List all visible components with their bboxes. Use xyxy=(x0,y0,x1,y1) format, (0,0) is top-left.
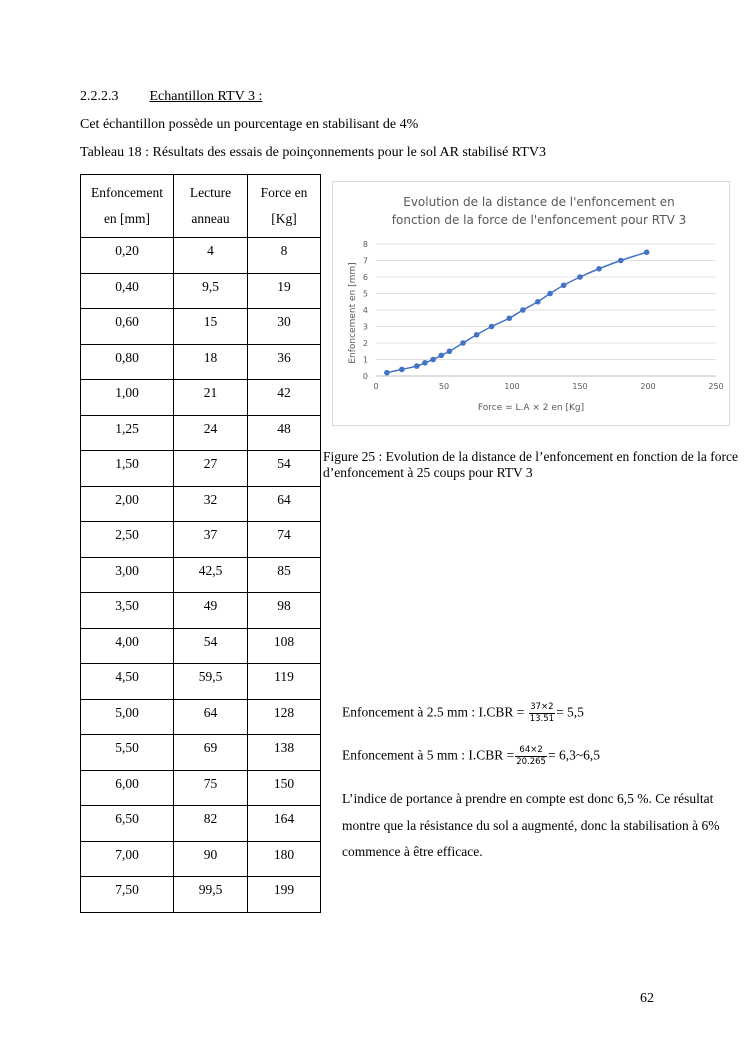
table-row xyxy=(81,451,321,487)
cell-force: 138 xyxy=(248,735,321,771)
data-point xyxy=(399,367,405,373)
header-enfoncement: Enfoncement en [mm] xyxy=(81,175,174,238)
series-line xyxy=(387,252,647,372)
y-tick-label: 1 xyxy=(362,355,368,365)
cell-enfoncement: 7,00 xyxy=(81,841,174,877)
data-point xyxy=(430,357,436,363)
cell-force: 64 xyxy=(248,486,321,522)
cell-enfoncement: 0,80 xyxy=(81,344,174,380)
table-row xyxy=(81,273,321,309)
figure-caption: Figure 25 : Evolution de la distance de l’enfoncement en fonction de la force d’enfoncement à 25 coups pour RTV 3 xyxy=(323,449,738,480)
line-chart xyxy=(333,182,729,425)
cell-lecture: 15 xyxy=(174,309,248,345)
cell-lecture: 64 xyxy=(174,699,248,735)
page-number: 62 xyxy=(640,991,654,1006)
table-row xyxy=(81,664,321,700)
data-point xyxy=(460,340,466,346)
table-row xyxy=(81,628,321,664)
cell-lecture: 42,5 xyxy=(174,557,248,593)
table-row xyxy=(81,806,321,842)
data-point xyxy=(384,370,390,376)
cell-force: 98 xyxy=(248,593,321,629)
y-tick-label: 3 xyxy=(362,322,368,332)
cell-enfoncement: 0,60 xyxy=(81,309,174,345)
x-tick-label: 150 xyxy=(572,382,588,391)
cell-lecture: 75 xyxy=(174,770,248,806)
cell-enfoncement: 2,00 xyxy=(81,486,174,522)
intro-paragraph: Cet échantillon possède un pourcentage en stabilisant de 4% xyxy=(80,117,419,132)
section-heading xyxy=(80,89,262,105)
data-point xyxy=(474,332,480,338)
cell-lecture: 49 xyxy=(174,593,248,629)
y-axis-label: Enfoncement en [mm] xyxy=(348,262,358,364)
formula1-prefix: Enfoncement à 2.5 mm : I.CBR = xyxy=(342,704,528,720)
x-tick-label: 50 xyxy=(438,382,450,391)
y-tick-label: 2 xyxy=(362,339,368,348)
cell-lecture: 99,5 xyxy=(174,877,248,913)
cell-force: 74 xyxy=(248,522,321,558)
data-point xyxy=(561,282,567,288)
x-tick-label: 100 xyxy=(504,382,520,391)
table-row xyxy=(81,238,321,274)
y-tick-label: 8 xyxy=(362,240,368,249)
section-number: 2.2.2.3 xyxy=(80,89,119,104)
data-point xyxy=(547,291,553,297)
cell-enfoncement: 1,50 xyxy=(81,451,174,487)
cell-enfoncement: 1,25 xyxy=(81,415,174,451)
cell-lecture: 90 xyxy=(174,841,248,877)
conclusion-paragraph: L’indice de portance à prendre en compte est donc 6,5 %. Ce résultat montre que la résistance du sol a augmenté, donc la stabilisation à 6% commence à être efficace. xyxy=(342,791,720,859)
table-row xyxy=(81,770,321,806)
data-point xyxy=(618,258,624,264)
cell-lecture: 21 xyxy=(174,380,248,416)
table-row xyxy=(81,415,321,451)
formula2-prefix: Enfoncement à 5 mm : I.CBR = xyxy=(342,747,515,763)
header-lecture: Lecture anneau xyxy=(174,175,248,238)
chart-title-line2: fonction de la force de l'enfoncement pour RTV 3 xyxy=(391,213,687,227)
formula1-numerator: 37×2 xyxy=(530,702,554,712)
formula1-result: = 5,5 xyxy=(556,704,584,720)
table-row xyxy=(81,699,321,735)
formula-cbr-2-5 xyxy=(342,702,584,725)
x-tick-label: 0 xyxy=(373,382,379,391)
cell-force: 180 xyxy=(248,841,321,877)
cell-force: 48 xyxy=(248,415,321,451)
cell-lecture: 32 xyxy=(174,486,248,522)
y-tick-label: 6 xyxy=(362,273,368,282)
table-row xyxy=(81,309,321,345)
cell-lecture: 27 xyxy=(174,451,248,487)
cell-enfoncement: 0,40 xyxy=(81,273,174,309)
table-row xyxy=(81,557,321,593)
cell-lecture: 9,5 xyxy=(174,273,248,309)
cell-force: 164 xyxy=(248,806,321,842)
table-row xyxy=(81,486,321,522)
formula1-denominator: 13.51 xyxy=(529,714,555,724)
x-axis-label: Force = L.A × 2 en [Kg] xyxy=(477,403,585,413)
cell-force: 42 xyxy=(248,380,321,416)
data-point xyxy=(506,315,512,321)
cell-enfoncement: 7,50 xyxy=(81,877,174,913)
table-header-row xyxy=(81,175,321,238)
cell-lecture: 82 xyxy=(174,806,248,842)
cell-enfoncement: 2,50 xyxy=(81,522,174,558)
table-caption: Tableau 18 : Résultats des essais de poinçonnements pour le sol AR stabilisé RTV3 xyxy=(80,145,546,160)
cell-enfoncement: 0,20 xyxy=(81,238,174,274)
cell-lecture: 69 xyxy=(174,735,248,771)
cell-enfoncement: 5,00 xyxy=(81,699,174,735)
cell-force: 8 xyxy=(248,238,321,274)
cell-enfoncement: 3,50 xyxy=(81,593,174,629)
data-point xyxy=(577,274,583,280)
y-tick-label: 5 xyxy=(362,289,368,299)
cell-enfoncement: 6,50 xyxy=(81,806,174,842)
cell-force: 119 xyxy=(248,664,321,700)
data-point xyxy=(447,348,453,354)
data-point xyxy=(414,363,420,369)
data-point xyxy=(422,360,428,366)
formula1-fraction xyxy=(529,702,555,725)
formula2-numerator: 64×2 xyxy=(515,745,547,757)
cell-force: 150 xyxy=(248,770,321,806)
cell-force: 199 xyxy=(248,877,321,913)
data-point xyxy=(438,353,444,359)
cell-lecture: 18 xyxy=(174,344,248,380)
formula2-result: = 6,3~6,5 xyxy=(547,747,601,763)
section-title: Echantillon RTV 3 : xyxy=(149,89,263,104)
table-row xyxy=(81,877,321,913)
cell-lecture: 54 xyxy=(174,628,248,664)
cell-force: 36 xyxy=(248,344,321,380)
chart-container xyxy=(332,181,730,426)
table-row xyxy=(81,344,321,380)
table-row xyxy=(81,522,321,558)
formula2-denominator: 20.265 xyxy=(516,757,546,767)
header-force: Force en [Kg] xyxy=(248,175,321,238)
results-table xyxy=(80,174,321,913)
table-row xyxy=(81,735,321,771)
data-point xyxy=(644,249,650,255)
cell-enfoncement: 3,00 xyxy=(81,557,174,593)
y-tick-label: 4 xyxy=(362,306,368,315)
cell-force: 54 xyxy=(248,451,321,487)
cell-force: 108 xyxy=(248,628,321,664)
cell-enfoncement: 5,50 xyxy=(81,735,174,771)
x-tick-label: 250 xyxy=(708,382,724,391)
x-tick-label: 200 xyxy=(640,382,656,391)
cell-lecture: 37 xyxy=(174,522,248,558)
cell-force: 19 xyxy=(248,273,321,309)
data-point xyxy=(596,266,602,272)
data-point xyxy=(489,324,495,330)
cell-enfoncement: 4,00 xyxy=(81,628,174,664)
cell-enfoncement: 6,00 xyxy=(81,770,174,806)
y-tick-label: 7 xyxy=(362,256,368,266)
cell-enfoncement: 4,50 xyxy=(81,664,174,700)
data-point xyxy=(520,307,526,313)
data-point xyxy=(535,299,541,305)
cell-force: 128 xyxy=(248,699,321,735)
cell-force: 85 xyxy=(248,557,321,593)
cell-enfoncement: 1,00 xyxy=(81,380,174,416)
cell-lecture: 59,5 xyxy=(174,664,248,700)
chart-title-line1: Evolution de la distance de l'enfoncement en xyxy=(403,195,675,209)
table-row xyxy=(81,841,321,877)
cell-lecture: 4 xyxy=(174,238,248,274)
table-row xyxy=(81,593,321,629)
table-row xyxy=(81,380,321,416)
cell-force: 30 xyxy=(248,309,321,345)
formula2-fraction xyxy=(515,745,547,768)
y-tick-label: 0 xyxy=(362,372,368,381)
cell-lecture: 24 xyxy=(174,415,248,451)
formula-cbr-5 xyxy=(342,745,600,768)
